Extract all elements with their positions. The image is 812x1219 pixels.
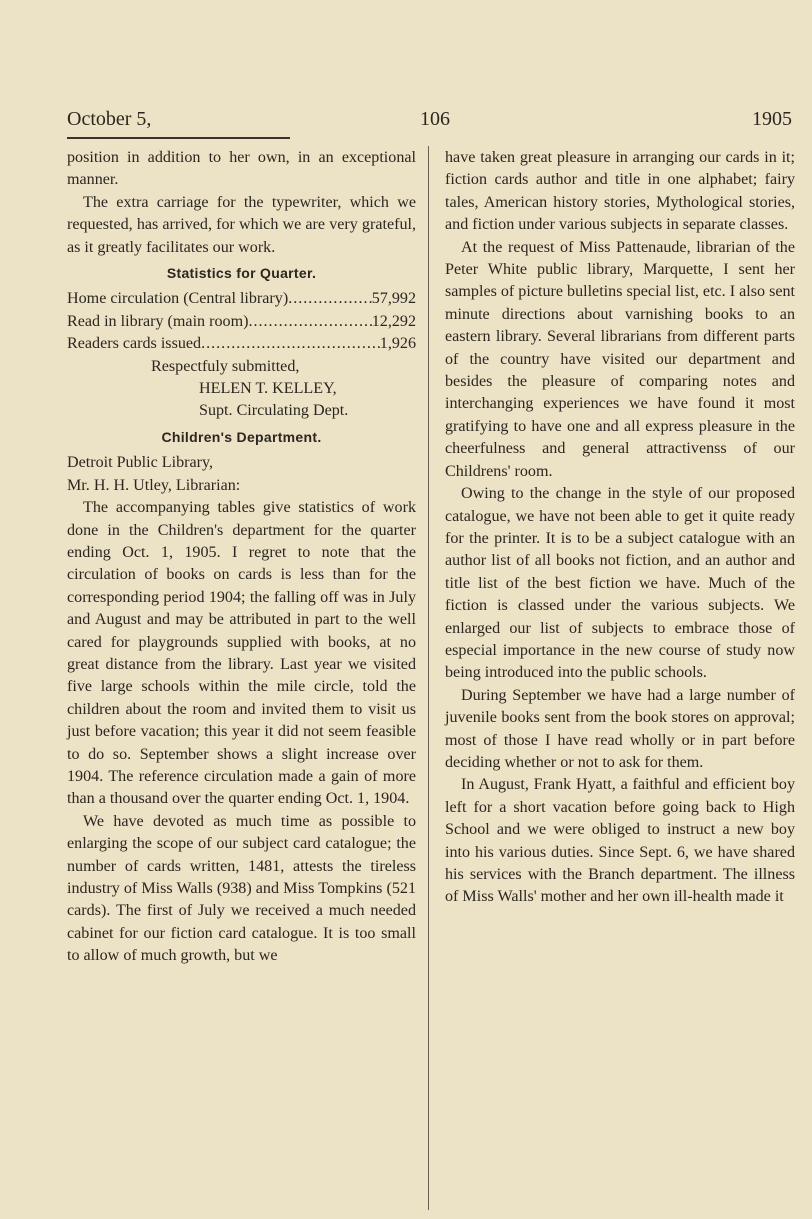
stat-value: 1,926 (379, 335, 416, 353)
stat-value: 12,292 (371, 312, 416, 330)
page-number: 106 (420, 108, 450, 130)
section-heading-children: Children's Department. (161, 428, 322, 445)
stat-label: Readers cards issued (67, 335, 202, 353)
signature-closing: Respectfuly submitted, (151, 357, 300, 375)
stat-row (67, 311, 416, 333)
section-heading-statistics: Statistics for Quarter. (166, 265, 317, 282)
paragraph: At the request of Miss Pattenaude, librarian of the Peter White public library, Marquette, I sent her samples of picture bulletins special list, etc. I also sent minute directions about varnishing books to an eastern library. Several librarians from different parts of the country have visited our department and besides the pleasure of comparing notes and interchanging experiences we have found it most gratifying to have one and all express pleasure in the cheerfulness and general attractivenss of our Childrens' room. (445, 238, 795, 480)
stat-label: Read in library (main room) (67, 312, 249, 330)
address-line: Detroit Public Library, (67, 454, 213, 472)
signature-name: HELEN T. KELLEY, (199, 380, 337, 398)
paragraph: have taken great pleasure in arranging our cards in it; fiction cards author and title in one alphabet; fairy tales, American history stories, Mythological stories, and fiction under various subjects in separate classes. (445, 149, 795, 234)
leader-dots (201, 333, 380, 355)
header-year: 1905 (752, 108, 792, 130)
paragraph: During September we have had a large number of juvenile books sent from the book stores on approval; most of those I have read wholly or in part before deciding whether or not to ask for them. (445, 686, 795, 771)
leader-dots (288, 288, 372, 310)
stat-value: 57,992 (371, 290, 416, 308)
leader-dots (248, 311, 371, 333)
paragraph: The extra carriage for the typewriter, which we requested, has arrived, for which we are very grateful, as it greatly facilitates our work. (67, 193, 416, 256)
stat-row (67, 288, 416, 310)
header-date: October 5, (67, 108, 152, 130)
salutation: Mr. H. H. Utley, Librarian: (67, 476, 241, 494)
header-rule (67, 137, 290, 139)
paragraph: Owing to the change in the style of our proposed catalogue, we have not been able to get it quite ready for the printer. It is to be a subject catalogue with an author list of all books not fiction, and an author and title list of the best fiction we have. Much of the fiction is classed under the various subjects. We enlarged our list of subjects to embrace those of especial importance in the new course of study now being introduced into the public schools. (445, 485, 795, 682)
stat-row (67, 333, 416, 355)
signature-title: Supt. Circulating Dept. (199, 402, 349, 420)
paragraph: The accompanying tables give statistics of work done in the Children's department for the quarter ending Oct. 1, 1905. I regret to note that the circulation of books on cards is less than for the corresponding period 1904; the falling off was in July and August and may be attributed in part to the well cared for playgrounds supplied with books, at no great distance from the library. Last year we visited five large schools within the mile circle, told the children about the room and invited them to visit us just before vacation; this year it did not seem feasible to do so. September shows a slight increase over 1904. The reference circulation made a gain of more than a thousand over the quarter ending Oct. 1, 1904. (67, 499, 416, 808)
paragraph: In August, Frank Hyatt, a faithful and efficient boy left for a short vacation before going back to High School and we were obliged to instruct a new boy into his various duties. Since Sept. 6, we have shared his services with the Branch department. The illness of Miss Walls' mother and her own ill-health made it (445, 776, 795, 906)
paragraph: position in addition to her own, in an exceptional manner. (67, 149, 416, 189)
stat-label: Home circulation (Central library) (67, 290, 289, 308)
page-header (67, 108, 792, 140)
paragraph: We have devoted as much time as possible to enlarging the scope of our subject card catalogue; the number of cards written, 1481, attests the tireless industry of Miss Walls (938) and Miss Tompkins (521 cards). The first of July we received a much needed cabinet for our fiction card catalogue. It is too small to allow of much growth, but we (67, 812, 416, 965)
right-column (445, 147, 795, 909)
column-divider (428, 146, 429, 1210)
left-column (67, 147, 416, 968)
